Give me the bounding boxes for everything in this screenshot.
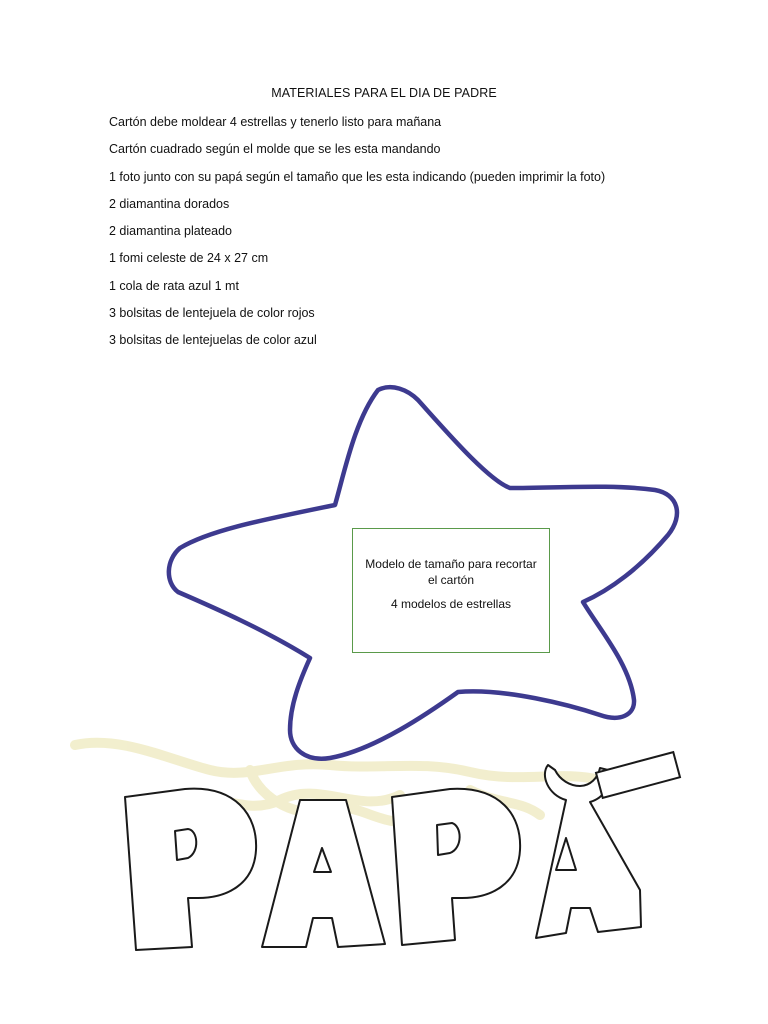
watermark-stroke	[75, 743, 600, 780]
material-item: Cartón cuadrado según el molde que se les esta mandando	[109, 142, 441, 157]
papa-letters	[125, 765, 641, 950]
letter-a-outline	[262, 800, 385, 947]
material-item: 2 diamantina dorados	[109, 196, 230, 211]
note-subtext: 4 modelos de estrellas	[390, 597, 512, 611]
material-item: 1 cola de rata azul 1 mt	[109, 278, 239, 293]
material-item: 3 bolsitas de lentejuelas de color azul	[109, 333, 317, 348]
material-item: Cartón debe moldear 4 estrellas y tenerlo listo para mañana	[109, 115, 442, 129]
material-item: 1 fomi celeste de 24 x 27 cm	[109, 251, 269, 266]
material-item: 1 foto junto con su papá según el tamaño que les esta indicando (pueden imprimir la foto)	[109, 169, 606, 184]
material-item: 2 diamantina plateado	[109, 224, 233, 239]
note-text: Modelo de tamaño para recortar el cartón	[365, 557, 537, 587]
document-title: MATERIALES PARA EL DIA DE PADRE	[271, 86, 497, 100]
label-rectangle	[596, 752, 680, 798]
letter-p-outline	[392, 789, 520, 945]
template-note-box	[352, 528, 550, 653]
letter-p-outline	[125, 789, 256, 950]
material-item: 3 bolsitas de lentejuela de color rojos	[109, 306, 315, 321]
